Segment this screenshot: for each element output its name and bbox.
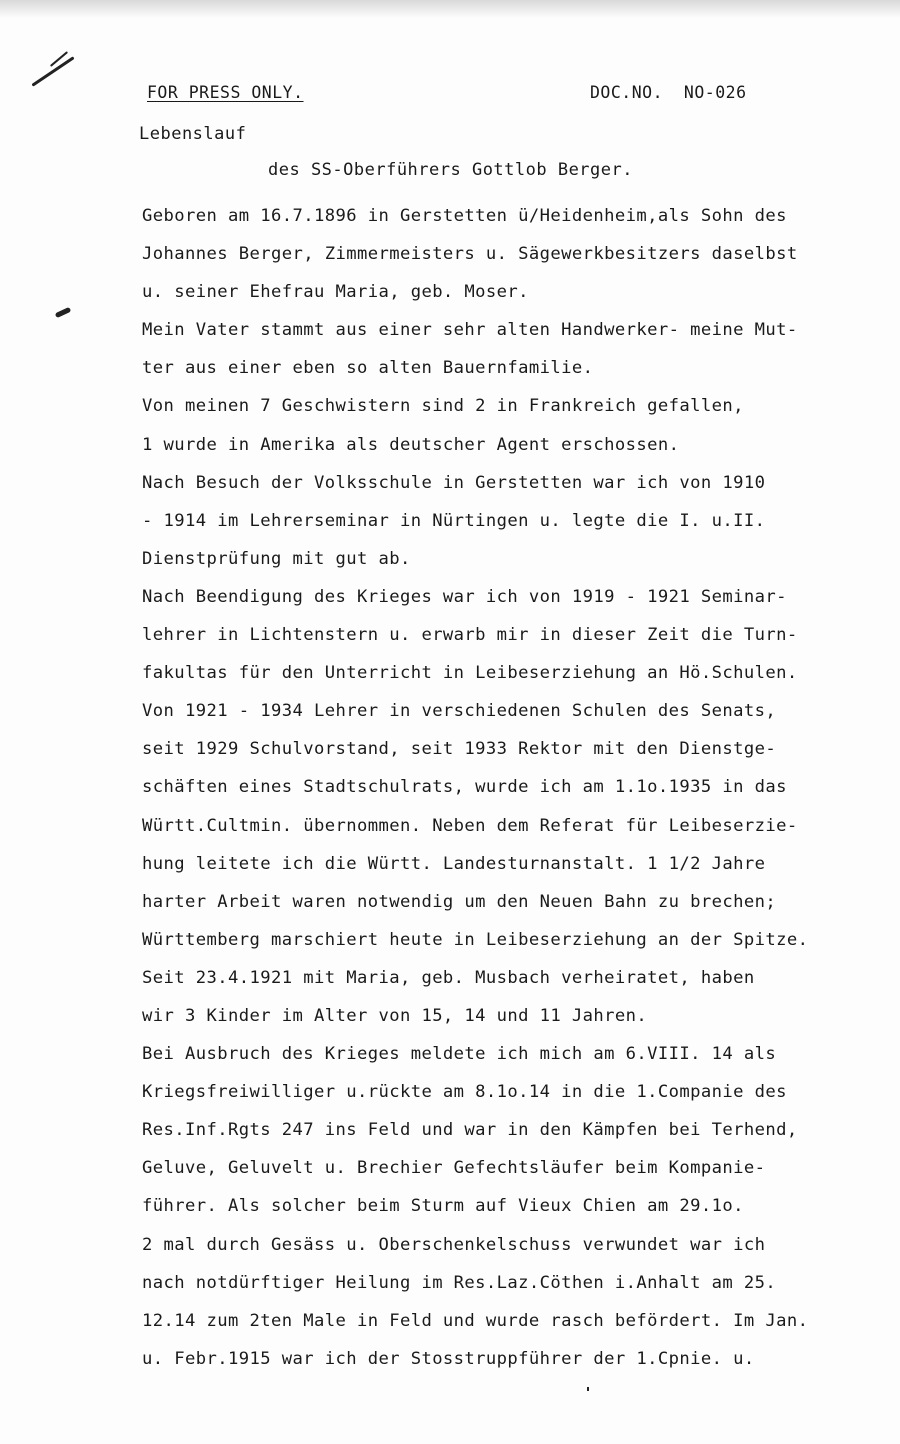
- text-line: Seit 23.4.1921 mit Maria, geb. Musbach verheiratet, haben: [142, 967, 755, 988]
- scan-edge-shadow: [0, 0, 900, 18]
- text-line: Dienstprüfung mit gut ab.: [142, 548, 411, 569]
- pen-mark-icon: [31, 56, 74, 86]
- text-line: Res.Inf.Rgts 247 ins Feld und war in den Kämpfen bei Terhend,: [142, 1120, 798, 1141]
- text-line: seit 1929 Schulvorstand, seit 1933 Rektor mit den Dienstge-: [142, 739, 777, 760]
- text-line: Württemberg marschiert heute in Leibeserziehung an der Spitze.: [142, 929, 809, 950]
- text-line: Württ.Cultmin. übernommen. Neben dem Referat für Leibeserzie-: [142, 815, 798, 836]
- press-label: FOR PRESS ONLY.: [147, 83, 304, 102]
- text-line: Bei Ausbruch des Krieges meldete ich mich am 6.VIII. 14 als: [142, 1044, 777, 1065]
- text-line: Von meinen 7 Geschwistern sind 2 in Frankreich gefallen,: [142, 396, 744, 417]
- text-line: Johannes Berger, Zimmermeisters u. Sägewerkbesitzers daselbst: [142, 244, 798, 265]
- text-line: Nach Besuch der Volksschule in Gerstetten war ich von 1910: [142, 472, 766, 493]
- text-line: lehrer in Lichtenstern u. erwarb mir in dieser Zeit die Turn-: [142, 625, 798, 646]
- text-line: Geluve, Geluvelt u. Brechier Gefechtsläufer beim Kompanie-: [142, 1158, 766, 1179]
- text-line: fakultas für den Unterricht in Leibeserziehung an Hö.Schulen.: [142, 663, 798, 684]
- text-line: Von 1921 - 1934 Lehrer in verschiedenen Schulen des Senats,: [142, 701, 777, 722]
- text-line: Geboren am 16.7.1896 in Gerstetten ü/Heidenheim,als Sohn des: [142, 206, 787, 226]
- text-line: 12.14 zum 2ten Male in Feld und wurde rasch befördert. Im Jan.: [142, 1310, 809, 1331]
- document-subtitle: des SS-Oberführers Gottlob Berger.: [268, 160, 633, 180]
- text-line: 1 wurde in Amerika als deutscher Agent erschossen.: [142, 434, 680, 455]
- text-line: wir 3 Kinder im Alter von 15, 14 und 11 Jahren.: [142, 1005, 648, 1026]
- document-number: DOC.NO. NO-026: [590, 83, 747, 102]
- document-title: Lebenslauf: [139, 124, 247, 144]
- ink-speck-icon: [587, 1387, 589, 1391]
- text-line: Kriegsfreiwilliger u.rückte am 8.1o.14 in die 1.Companie des: [142, 1082, 787, 1103]
- body-text: [142, 202, 882, 1383]
- ink-blot-icon: [55, 307, 72, 318]
- text-line: führer. Als solcher beim Sturm auf Vieux Chien am 29.1o.: [142, 1196, 744, 1217]
- text-line: Mein Vater stammt aus einer sehr alten Handwerker- meine Mut-: [142, 320, 798, 341]
- text-line: 2 mal durch Gesäss u. Oberschenkelschuss verwundet war ich: [142, 1234, 766, 1255]
- text-line: harter Arbeit waren notwendig um den Neuen Bahn zu brechen;: [142, 891, 777, 912]
- text-line: - 1914 im Lehrerseminar in Nürtingen u. legte die I. u.II.: [142, 510, 766, 531]
- text-line: u. seiner Ehefrau Maria, geb. Moser.: [142, 282, 529, 303]
- text-line: hung leitete ich die Württ. Landesturnanstalt. 1 1/2 Jahre: [142, 853, 766, 874]
- text-line: ter aus einer eben so alten Bauernfamilie.: [142, 358, 594, 379]
- text-line: nach notdürftiger Heilung im Res.Laz.Cöthen i.Anhalt am 25.: [142, 1272, 777, 1293]
- text-line: schäften eines Stadtschulrats, wurde ich am 1.1o.1935 in das: [142, 777, 787, 798]
- text-line: Nach Beendigung des Krieges war ich von 1919 - 1921 Seminar-: [142, 586, 787, 607]
- text-line: u. Febr.1915 war ich der Stosstruppführer der 1.Cpnie. u.: [142, 1348, 755, 1369]
